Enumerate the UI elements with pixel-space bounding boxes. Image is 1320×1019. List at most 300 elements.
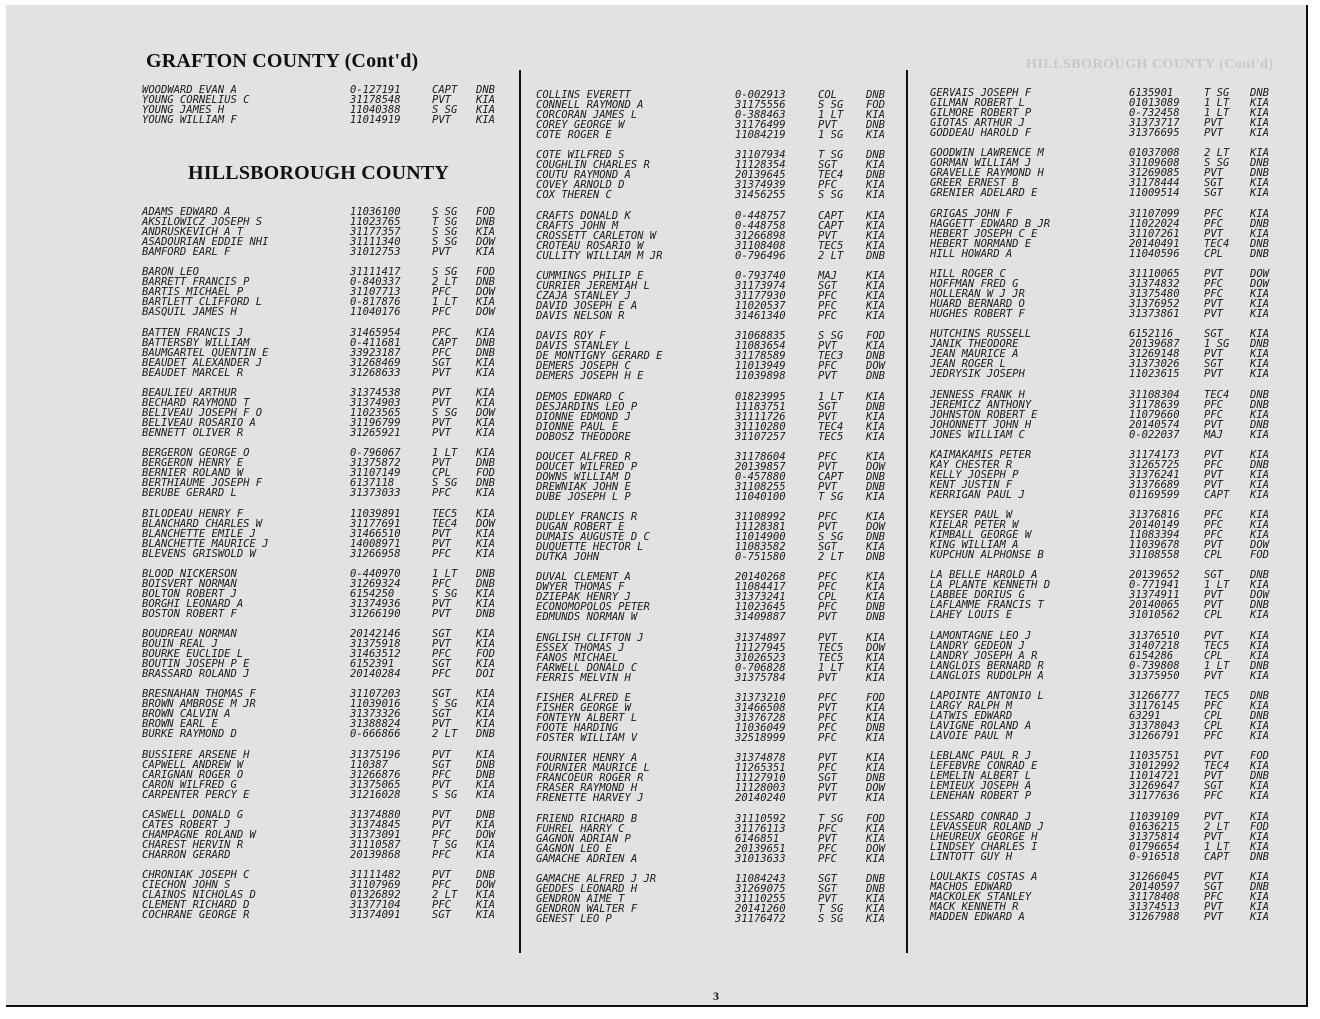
serial-number: 0-796067 (350, 447, 401, 460)
casualty-row (536, 733, 898, 743)
serial-number: 11040388 (350, 104, 401, 116)
serial-number: 0-916518 (1129, 850, 1180, 863)
status-code: DNB (1250, 398, 1269, 411)
serial-number: 31107257 (735, 430, 786, 443)
serial-number: 31178604 (735, 450, 786, 463)
serial-number: 31374936 (350, 597, 401, 610)
status-code: KIA (1250, 810, 1269, 823)
status-code: KIA (476, 527, 495, 540)
soldier-name: HEBERT NORMAND E (930, 237, 1032, 250)
serial-number: 31376510 (1129, 629, 1180, 642)
rank: PVT (1204, 448, 1223, 461)
rank: TEC3 (818, 350, 844, 363)
serial-number: 31269148 (1129, 348, 1180, 361)
soldier-name: HOFFMAN FRED G (930, 277, 1019, 290)
entry-group (536, 392, 898, 442)
page-number: 3 (713, 989, 719, 1003)
rank: S SG (432, 206, 458, 218)
soldier-name: YOUNG JAMES H (142, 104, 225, 116)
entry-group (930, 691, 1292, 741)
serial-number: 0-796496 (735, 249, 786, 262)
serial-number: 11039109 (1129, 810, 1180, 823)
rank: T SG (432, 216, 458, 228)
rank: PVT (1204, 539, 1223, 552)
status-code: KIA (476, 839, 495, 851)
soldier-name: FOURNIER HENRY A (536, 752, 638, 765)
soldier-name: BEAUDET ALEXANDER J (142, 356, 263, 369)
status-code: DNB (476, 457, 495, 470)
status-code: KIA (476, 226, 495, 238)
status-code: DNB (866, 611, 885, 624)
status-code: DNB (1250, 770, 1269, 783)
soldier-name: GAGNON ADRIAN P (536, 832, 631, 845)
rank: PVT (432, 114, 451, 126)
soldier-name: KENT JUSTIN F (930, 478, 1013, 491)
status-code: KIA (866, 309, 885, 322)
status-code: KIA (1250, 448, 1269, 461)
grafton-county-heading: GRAFTON COUNTY (Cont'd) (146, 50, 419, 72)
status-code: KIA (476, 909, 495, 922)
rank: S SG (1204, 157, 1230, 170)
serial-number: 11084417 (735, 581, 786, 594)
status-code: KIA (866, 450, 885, 463)
status-code: DNB (1250, 710, 1269, 722)
serial-number: 33923187 (350, 346, 401, 359)
rank: PVT (432, 718, 451, 731)
soldier-name: KERRIGAN PAUL J (930, 488, 1025, 501)
soldier-name: LINTOTT GUY H (930, 850, 1013, 863)
rank: PVT (1204, 127, 1223, 139)
soldier-name: CLEMENT RICHARD D (142, 899, 250, 912)
serial-number: 31375065 (350, 778, 401, 791)
status-code: KIA (1250, 368, 1269, 381)
rank: PVT (818, 480, 837, 493)
rank: PVT (432, 607, 451, 620)
soldier-name: BELIVEAU ROSARIO A (142, 416, 256, 429)
rank: PFC (432, 648, 451, 661)
serial-number: 11023765 (350, 216, 401, 228)
entry-group (142, 870, 510, 920)
status-code: KIA (866, 752, 885, 765)
rank: PVT (1204, 669, 1223, 682)
serial-number: 0-388463 (735, 109, 786, 121)
serial-number: 11039898 (735, 370, 786, 383)
serial-number: 11127910 (735, 772, 786, 785)
status-code: DNB (1250, 458, 1269, 471)
serial-number: 20141260 (735, 902, 786, 915)
rank: PVT (1204, 368, 1223, 381)
rank: PFC (818, 722, 837, 734)
casualty-row (536, 190, 898, 200)
rank: PFC (1204, 408, 1223, 421)
soldier-name: GRENIER ADELARD E (930, 187, 1038, 200)
casualty-row (142, 669, 510, 679)
status-code: DNB (1250, 690, 1269, 702)
rank: PFC (1204, 730, 1223, 742)
rank: SGT (818, 279, 837, 292)
rank: 1 LT (432, 447, 458, 460)
rank: PFC (432, 306, 451, 319)
rank: PVT (432, 246, 451, 258)
entry-group (142, 569, 510, 619)
rank: PVT (818, 410, 837, 423)
rank: 2 LT (818, 249, 844, 262)
serial-number: 31373326 (350, 708, 401, 721)
document-page (6, 5, 1308, 1007)
status-code: KIA (476, 94, 495, 106)
soldier-name: JOHONNETT JOHN H (930, 418, 1032, 431)
entry-group (142, 689, 510, 739)
rank: TEC5 (818, 641, 844, 654)
serial-number: 20139868 (350, 849, 401, 861)
status-code: KIA (866, 852, 885, 865)
rank: PFC (818, 299, 837, 312)
status-code: KIA (866, 822, 885, 835)
soldier-name: ASADOURIAN EDDIE NHI (142, 236, 269, 248)
soldier-name: BERGERON HENRY E (142, 457, 244, 470)
casualty-row (536, 422, 898, 432)
rank: PVT (818, 671, 837, 684)
soldier-name: MACKOLEK STANLEY (930, 890, 1032, 903)
entry-group (536, 512, 898, 562)
status-code: DNB (476, 336, 495, 349)
casualty-row (536, 492, 898, 502)
serial-number: 6146851 (735, 832, 780, 845)
serial-number: 31374911 (1129, 589, 1180, 602)
serial-number: 63291 (1129, 710, 1161, 722)
serial-number: 31068835 (735, 330, 786, 343)
serial-number: 31375480 (1129, 287, 1180, 300)
soldier-name: FRANCOEUR ROGER R (536, 772, 644, 785)
status-code: KIA (1250, 840, 1269, 853)
soldier-name: LAHEY LOUIS E (930, 609, 1013, 622)
serial-number: 11036100 (350, 206, 401, 218)
rank: CPL (1204, 549, 1223, 562)
serial-number: 31111482 (350, 869, 401, 882)
soldier-name: LEMELIN ALBERT L (930, 770, 1032, 783)
serial-number: 31107969 (350, 879, 401, 892)
serial-number: 0-440970 (350, 567, 401, 580)
serial-number: 11040176 (350, 306, 401, 319)
status-code: KIA (1250, 790, 1269, 803)
serial-number: 31111417 (350, 266, 401, 279)
serial-number: 31107149 (350, 467, 401, 480)
rank: PFC (1204, 207, 1223, 220)
soldier-name: CHAREST HERVIN R (142, 839, 244, 851)
status-code: DNB (476, 809, 495, 821)
casualty-row (142, 247, 510, 257)
rank: PVT (432, 527, 451, 540)
soldier-name: GENDRON WALTER F (536, 902, 638, 915)
serial-number: 0-840337 (350, 276, 401, 289)
rank: PFC (432, 829, 451, 841)
rank: 1 LT (818, 390, 844, 403)
soldier-name: DEMOS EDWARD C (536, 390, 625, 403)
rank: PVT (1204, 227, 1223, 240)
serial-number: 31377104 (350, 899, 401, 912)
entry-group (930, 450, 1292, 500)
serial-number: 11022024 (1129, 217, 1180, 230)
soldier-name: JEAN MAURICE A (930, 348, 1019, 361)
rank: PFC (818, 712, 837, 724)
casualty-row (142, 609, 510, 619)
serial-number: 31108304 (1129, 388, 1180, 401)
serial-number: 6135901 (1129, 87, 1174, 99)
rank: PVT (1204, 167, 1223, 180)
serial-number: 11014721 (1129, 770, 1180, 783)
serial-number: 31110065 (1129, 267, 1180, 280)
serial-number: 31388824 (350, 718, 401, 731)
soldier-name: MACHOS EDWARD (930, 880, 1013, 893)
rank: 1 LT (432, 567, 458, 580)
soldier-name: DUMAIS AUGUSTE D C (536, 531, 650, 544)
soldier-name: HUTCHINS RUSSELL (930, 328, 1032, 341)
status-code: FOD (1250, 549, 1269, 562)
serial-number: 11023565 (350, 406, 401, 419)
soldier-name: CZAJA STANLEY J (536, 289, 631, 302)
rank: T SG (818, 902, 844, 915)
soldier-name: CROTEAU ROSARIO W (536, 239, 644, 252)
soldier-name: DEMERS JOSEPH C (536, 360, 631, 373)
status-code: DNB (866, 872, 885, 885)
rank: PFC (1204, 287, 1223, 300)
rank: S SG (432, 587, 458, 600)
rank: PVT (1204, 810, 1223, 823)
entry-group (930, 329, 1292, 379)
rank: PFC (432, 547, 451, 560)
rank: PVT (818, 119, 837, 131)
entry-group (930, 872, 1292, 922)
status-code: KIA (476, 326, 495, 339)
soldier-name: KUPCHUN ALPHONSE B (930, 549, 1044, 562)
rank: PVT (432, 869, 451, 882)
soldier-name: BOUTIN JOSEPH P E (142, 658, 250, 671)
casualty-row (536, 130, 898, 140)
soldier-name: JONES WILLIAM C (930, 428, 1025, 441)
soldier-name: DWYER THOMAS F (536, 581, 625, 594)
serial-number: 31376241 (1129, 468, 1180, 481)
column-divider-1 (519, 70, 521, 953)
soldier-name: DEMERS JOSEPH H E (536, 370, 644, 383)
soldier-name: DIONNE PAUL E (536, 420, 619, 433)
entry-group (142, 448, 510, 498)
soldier-name: FERRIS MELVIN H (536, 671, 631, 684)
rank: PVT (818, 752, 837, 765)
serial-number: 11014919 (350, 114, 401, 126)
soldier-name: FISHER GEORGE W (536, 702, 631, 714)
serial-number: 0-127191 (350, 84, 401, 96)
serial-number: 11083394 (1129, 529, 1180, 542)
status-code: FOD (1250, 750, 1269, 763)
serial-number: 31268633 (350, 366, 401, 379)
rank: TEC4 (818, 169, 844, 182)
rank: CAPT (1204, 488, 1230, 501)
status-code: DNB (476, 869, 495, 882)
rank: PVT (1204, 629, 1223, 642)
soldier-name: CHARRON GERARD (142, 849, 231, 861)
rank: PVT (432, 778, 451, 791)
serial-number: 6154286 (1129, 649, 1174, 662)
serial-number: 6137118 (350, 477, 395, 490)
soldier-name: LEMIEUX JOSEPH A (930, 780, 1032, 793)
rank: 1 LT (1204, 840, 1230, 853)
rank: TEC4 (818, 420, 844, 433)
serial-number: 11040100 (735, 490, 786, 503)
status-code: FOD (476, 266, 495, 279)
status-code: KIA (1250, 187, 1269, 200)
soldier-name: JANIK THEODORE (930, 338, 1019, 351)
serial-number: 31375872 (350, 457, 401, 470)
serial-number: 20140065 (1129, 599, 1180, 612)
status-code: KIA (866, 631, 885, 644)
entry-group (536, 331, 898, 381)
status-code: KIA (1250, 297, 1269, 310)
soldier-name: LEFEBVRE CONRAD E (930, 760, 1038, 773)
soldier-name: LATWIS EDWARD (930, 710, 1013, 722)
status-code: DNB (476, 768, 495, 781)
soldier-name: GAGNON LEO E (536, 842, 612, 855)
soldier-name: CATES ROBERT J (142, 819, 231, 831)
serial-number: 0-448758 (735, 219, 786, 232)
serial-number: 31378043 (1129, 720, 1180, 732)
rank: PVT (1204, 307, 1223, 320)
rank: 2 LT (818, 551, 844, 564)
status-code: KIA (866, 179, 885, 192)
rank: PFC (1204, 529, 1223, 542)
status-code: KIA (1250, 107, 1269, 119)
rank: SGT (432, 758, 451, 771)
soldier-name: BLANCHETTE MAURICE J (142, 537, 269, 550)
casualty-row (142, 488, 510, 498)
status-code: DOW (866, 842, 885, 855)
status-code: KIA (476, 849, 495, 861)
rank: SGT (1204, 358, 1223, 371)
rank: PFC (818, 732, 837, 744)
serial-number: 31374897 (735, 631, 786, 644)
rank: PVT (1204, 478, 1223, 491)
soldier-name: FRENETTE HARVEY J (536, 792, 644, 805)
casualty-row (536, 251, 898, 261)
soldier-name: CARIGNAN ROGER O (142, 768, 244, 781)
entry-group (930, 751, 1292, 801)
rank: S SG (432, 266, 458, 279)
status-code: KIA (866, 581, 885, 594)
serial-number: 31269085 (1129, 167, 1180, 180)
status-code: FOD (476, 467, 495, 480)
soldier-name: CUMMINGS PHILIP E (536, 269, 644, 282)
soldier-name: GERVAIS JOSEPH F (930, 87, 1032, 99)
status-code: KIA (476, 638, 495, 651)
soldier-name: KAIMAKAMIS PETER (930, 448, 1032, 461)
serial-number: 31108558 (1129, 549, 1180, 562)
soldier-name: HEBERT JOSEPH C E (930, 227, 1038, 240)
rank: PFC (818, 762, 837, 775)
rank: PFC (818, 581, 837, 594)
serial-number: 11083582 (735, 541, 786, 554)
casualty-row (930, 791, 1292, 801)
status-code: DNB (1250, 418, 1269, 431)
status-code: DNB (866, 350, 885, 363)
soldier-name: GODDEAU HAROLD F (930, 127, 1032, 139)
soldier-name: BLOOD NICKERSON (142, 567, 237, 580)
serial-number: 31375196 (350, 748, 401, 761)
entry-group (930, 812, 1292, 862)
rank: PFC (818, 842, 837, 855)
status-code: DNB (1250, 247, 1269, 260)
serial-number: 31374513 (1129, 900, 1180, 913)
rank: CPL (432, 467, 451, 480)
status-code: KIA (866, 912, 885, 925)
serial-number: 31269647 (1129, 780, 1180, 793)
soldier-name: DUQUETTE HECTOR L (536, 541, 644, 554)
serial-number: 11035751 (1129, 750, 1180, 763)
casualty-row (142, 790, 510, 800)
status-code: KIA (866, 490, 885, 503)
soldier-name: BAUMGARTEL QUENTIN E (142, 346, 269, 359)
serial-number: 01636215 (1129, 820, 1180, 833)
soldier-name: BATTEN FRANCIS J (142, 326, 244, 339)
rank: PFC (1204, 890, 1223, 903)
status-code: DNB (866, 601, 885, 614)
soldier-name: ENGLISH CLIFTON J (536, 631, 644, 644)
rank: SGT (1204, 569, 1223, 582)
serial-number: 31374091 (350, 909, 401, 922)
status-code: DOW (1250, 267, 1269, 280)
status-code: KIA (866, 702, 885, 714)
entry-group (930, 390, 1292, 440)
serial-number: 31108992 (735, 511, 786, 524)
serial-number: 31375784 (735, 671, 786, 684)
soldier-name: DOUCET WILFRED P (536, 460, 638, 473)
soldier-name: BOUDREAU NORMAN (142, 628, 237, 641)
casualty-row (536, 392, 898, 402)
serial-number: 20140491 (1129, 237, 1180, 250)
serial-number: 11014900 (735, 531, 786, 544)
status-code: KIA (476, 114, 495, 126)
status-code: KIA (476, 788, 495, 801)
status-code: KIA (476, 366, 495, 379)
status-code: KIA (1250, 910, 1269, 923)
soldier-name: BRASSARD ROLAND J (142, 668, 250, 681)
status-code: DOW (1250, 277, 1269, 290)
status-code: KIA (866, 159, 885, 172)
soldier-name: FUHREL HARRY C (536, 822, 625, 835)
serial-number: 11023615 (1129, 368, 1180, 381)
soldier-name: FOSTER WILLIAM V (536, 732, 638, 744)
soldier-name: BATTERSBY WILLIAM (142, 336, 250, 349)
rank: PFC (1204, 277, 1223, 290)
casualty-row (536, 612, 898, 622)
status-code: KIA (1250, 890, 1269, 903)
rank: SGT (432, 356, 451, 369)
serial-number: 11013949 (735, 360, 786, 373)
casualty-row (930, 188, 1292, 198)
rank: 1 LT (818, 661, 844, 674)
serial-number: 31374538 (350, 386, 401, 399)
soldier-name: LANGLOIS RUDOLPH A (930, 669, 1044, 682)
rank: PVT (818, 792, 837, 805)
soldier-name: LINDSEY CHARLES I (930, 840, 1038, 853)
serial-number: 11040596 (1129, 247, 1180, 260)
soldier-name: FOOTE HARDING (536, 722, 619, 734)
soldier-name: BARRETT FRANCIS P (142, 276, 250, 289)
rank: TEC5 (818, 651, 844, 664)
status-code: KIA (1250, 287, 1269, 300)
status-code: KIA (866, 289, 885, 302)
rank: PVT (818, 631, 837, 644)
soldier-name: BERNIER ROLAND W (142, 467, 244, 480)
casualty-row (142, 307, 510, 317)
